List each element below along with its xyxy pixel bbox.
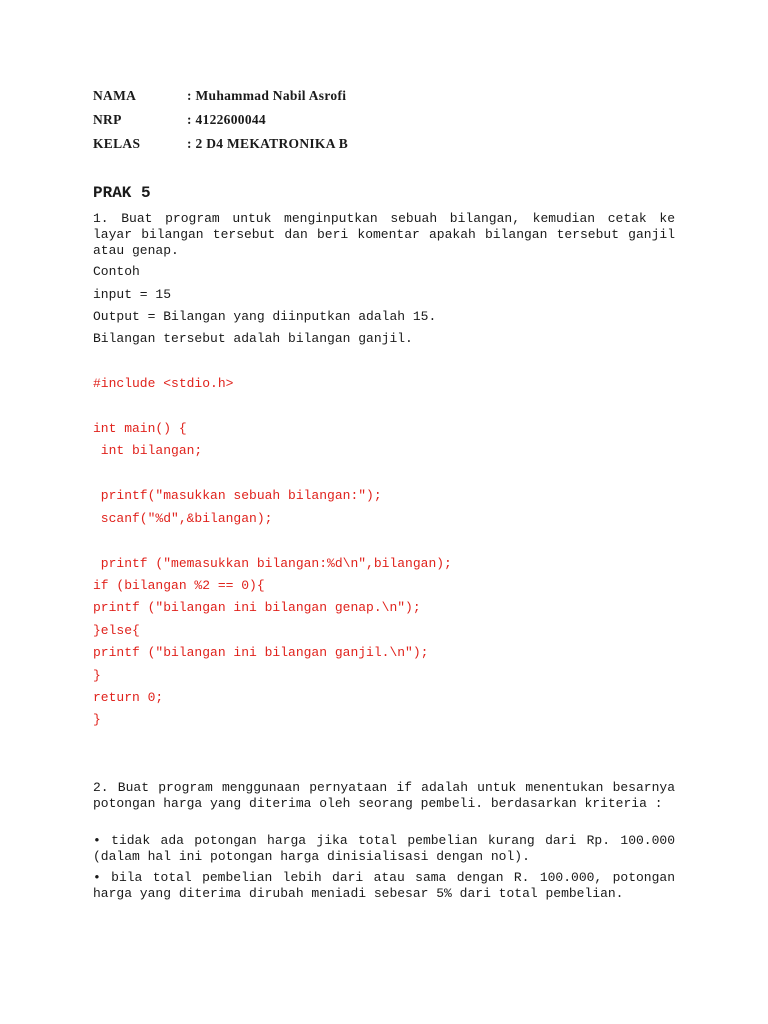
task1-example-output: Output = Bilangan yang diinputkan adalah 15. bbox=[93, 309, 437, 324]
code-line: printf ("bilangan ini bilangan genap.\n"); bbox=[93, 600, 421, 615]
kelas-value: : 2 D4 MEKATRONIKA B bbox=[187, 136, 349, 151]
task2-question: 2. Buat program menggunaan pernyataan if adalah untuk menentukan besarnya potongan harga yang diterima oleh seorang pembeli. berdasarkan kriteria : bbox=[93, 780, 675, 811]
task1-example-input: input = 15 bbox=[93, 287, 172, 302]
code-line: #include <stdio.h> bbox=[93, 376, 234, 391]
code-line: }else{ bbox=[93, 623, 140, 638]
task1-example-label: Contoh bbox=[93, 264, 140, 279]
code-line: printf ("bilangan ini bilangan ganjil.\n"); bbox=[93, 645, 429, 660]
nama-label: NAMA bbox=[93, 88, 137, 103]
kelas-label: KELAS bbox=[93, 136, 141, 151]
task1-question: 1. Buat program untuk menginputkan sebuah bilangan, kemudian cetak ke layar bilangan tersebut dan beri komentar apakah bilangan tersebut ganjil atau genap. bbox=[93, 211, 675, 258]
code-line: return 0; bbox=[93, 690, 164, 705]
code-line: scanf("%d",&bilangan); bbox=[93, 511, 273, 526]
nrp-value: : 4122600044 bbox=[187, 112, 266, 127]
task2-bullet-2: • bila total pembelian lebih dari atau sama dengan R. 100.000, potongan harga yang diterima dirubah meniadi sebesar 5% dari total pembelian. bbox=[93, 870, 675, 901]
code-line: int bilangan; bbox=[93, 443, 203, 458]
header-nama-row bbox=[93, 88, 346, 104]
nama-value: : Muhammad Nabil Asrofi bbox=[187, 88, 347, 103]
code-line: } bbox=[93, 668, 101, 683]
code-line: } bbox=[93, 712, 101, 727]
section-title: PRAK 5 bbox=[93, 184, 151, 202]
code-line: int main() { bbox=[93, 421, 187, 436]
nrp-label: NRP bbox=[93, 112, 122, 127]
code-line: if (bilangan %2 == 0){ bbox=[93, 578, 265, 593]
task2-bullet-1: • tidak ada potongan harga jika total pembelian kurang dari Rp. 100.000 (dalam hal ini potongan harga dinisialisasi dengan nol). bbox=[93, 833, 675, 864]
task1-example-note: Bilangan tersebut adalah bilangan ganjil. bbox=[93, 331, 413, 346]
header-nrp-row bbox=[93, 112, 266, 128]
header-kelas-row bbox=[93, 136, 348, 152]
code-line: printf("masukkan sebuah bilangan:"); bbox=[93, 488, 382, 503]
code-line: printf ("memasukkan bilangan:%d\n",bilangan); bbox=[93, 556, 452, 571]
